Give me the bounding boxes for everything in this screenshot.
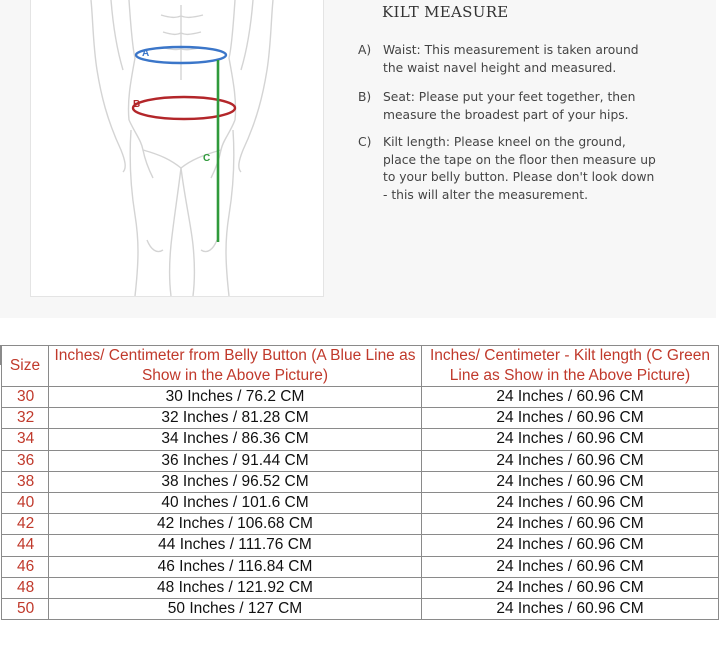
length-cell: 24 Inches / 60.96 CM bbox=[422, 387, 719, 408]
header-size: Size bbox=[2, 346, 49, 387]
table-row bbox=[2, 408, 719, 429]
waist-cell: 48 Inches / 121.92 CM bbox=[49, 577, 422, 598]
table-row bbox=[2, 598, 719, 619]
instruction-text: Seat: Please put your feet together, then measure the broadest part of your hips. bbox=[383, 90, 636, 122]
seat-line-b bbox=[133, 97, 235, 119]
waist-cell: 46 Inches / 116.84 CM bbox=[49, 556, 422, 577]
length-cell: 24 Inches / 60.96 CM bbox=[422, 450, 719, 471]
table-row bbox=[2, 492, 719, 513]
instruction-text: Waist: This measurement is taken around the waist navel height and measured. bbox=[383, 43, 639, 75]
instruction-letter: A) bbox=[358, 43, 372, 57]
size-cell: 30 bbox=[2, 387, 49, 408]
length-cell: 24 Inches / 60.96 CM bbox=[422, 408, 719, 429]
guide-title: KILT MEASURE bbox=[382, 3, 509, 21]
label-c: C bbox=[203, 153, 211, 164]
label-b: B bbox=[133, 99, 141, 110]
waist-cell: 36 Inches / 91.44 CM bbox=[49, 450, 422, 471]
length-cell: 24 Inches / 60.96 CM bbox=[422, 471, 719, 492]
table-header-row bbox=[2, 346, 719, 387]
body-figure bbox=[30, 0, 324, 297]
size-cell: 34 bbox=[2, 429, 49, 450]
table-row bbox=[2, 387, 719, 408]
waist-cell: 32 Inches / 81.28 CM bbox=[49, 408, 422, 429]
size-table bbox=[1, 345, 718, 620]
length-cell: 24 Inches / 60.96 CM bbox=[422, 492, 719, 513]
instruction-letter: B) bbox=[358, 90, 372, 104]
table-row bbox=[2, 535, 719, 556]
table-row bbox=[2, 429, 719, 450]
size-cell: 32 bbox=[2, 408, 49, 429]
table-row bbox=[2, 577, 719, 598]
waist-cell: 44 Inches / 111.76 CM bbox=[49, 535, 422, 556]
length-cell: 24 Inches / 60.96 CM bbox=[422, 556, 719, 577]
table-row bbox=[2, 556, 719, 577]
waist-cell: 30 Inches / 76.2 CM bbox=[49, 387, 422, 408]
waist-cell: 34 Inches / 86.36 CM bbox=[49, 429, 422, 450]
header-length: Inches/ Centimeter - Kilt length (C Green Line as Show in the Above Picture) bbox=[422, 346, 719, 387]
table-row bbox=[2, 471, 719, 492]
size-cell: 40 bbox=[2, 492, 49, 513]
length-cell: 24 Inches / 60.96 CM bbox=[422, 514, 719, 535]
waist-cell: 50 Inches / 127 CM bbox=[49, 598, 422, 619]
size-cell: 36 bbox=[2, 450, 49, 471]
instruction-letter: C) bbox=[358, 135, 372, 149]
size-cell: 42 bbox=[2, 514, 49, 535]
size-cell: 44 bbox=[2, 535, 49, 556]
header-waist: Inches/ Centimeter from Belly Button (A Blue Line as Show in the Above Picture) bbox=[49, 346, 422, 387]
label-a: A bbox=[142, 48, 150, 59]
instruction-text: Kilt length: Please kneel on the ground, place the tape on the floor then measure up to your belly button. Please don't look down - this will alter the measurement. bbox=[383, 135, 656, 202]
table-row bbox=[2, 514, 719, 535]
waist-cell: 38 Inches / 96.52 CM bbox=[49, 471, 422, 492]
length-cell: 24 Inches / 60.96 CM bbox=[422, 577, 719, 598]
size-cell: 50 bbox=[2, 598, 49, 619]
instruction-seat bbox=[358, 89, 658, 124]
measure-guide-panel bbox=[0, 0, 716, 318]
size-cell: 46 bbox=[2, 556, 49, 577]
table-row bbox=[2, 450, 719, 471]
waist-cell: 42 Inches / 106.68 CM bbox=[49, 514, 422, 535]
length-cell: 24 Inches / 60.96 CM bbox=[422, 429, 719, 450]
waist-cell: 40 Inches / 101.6 CM bbox=[49, 492, 422, 513]
instruction-waist bbox=[358, 42, 658, 77]
size-cell: 48 bbox=[2, 577, 49, 598]
instruction-length bbox=[358, 134, 658, 204]
length-cell: 24 Inches / 60.96 CM bbox=[422, 535, 719, 556]
body-outline-illustration bbox=[31, 0, 323, 296]
length-cell: 24 Inches / 60.96 CM bbox=[422, 598, 719, 619]
size-cell: 38 bbox=[2, 471, 49, 492]
